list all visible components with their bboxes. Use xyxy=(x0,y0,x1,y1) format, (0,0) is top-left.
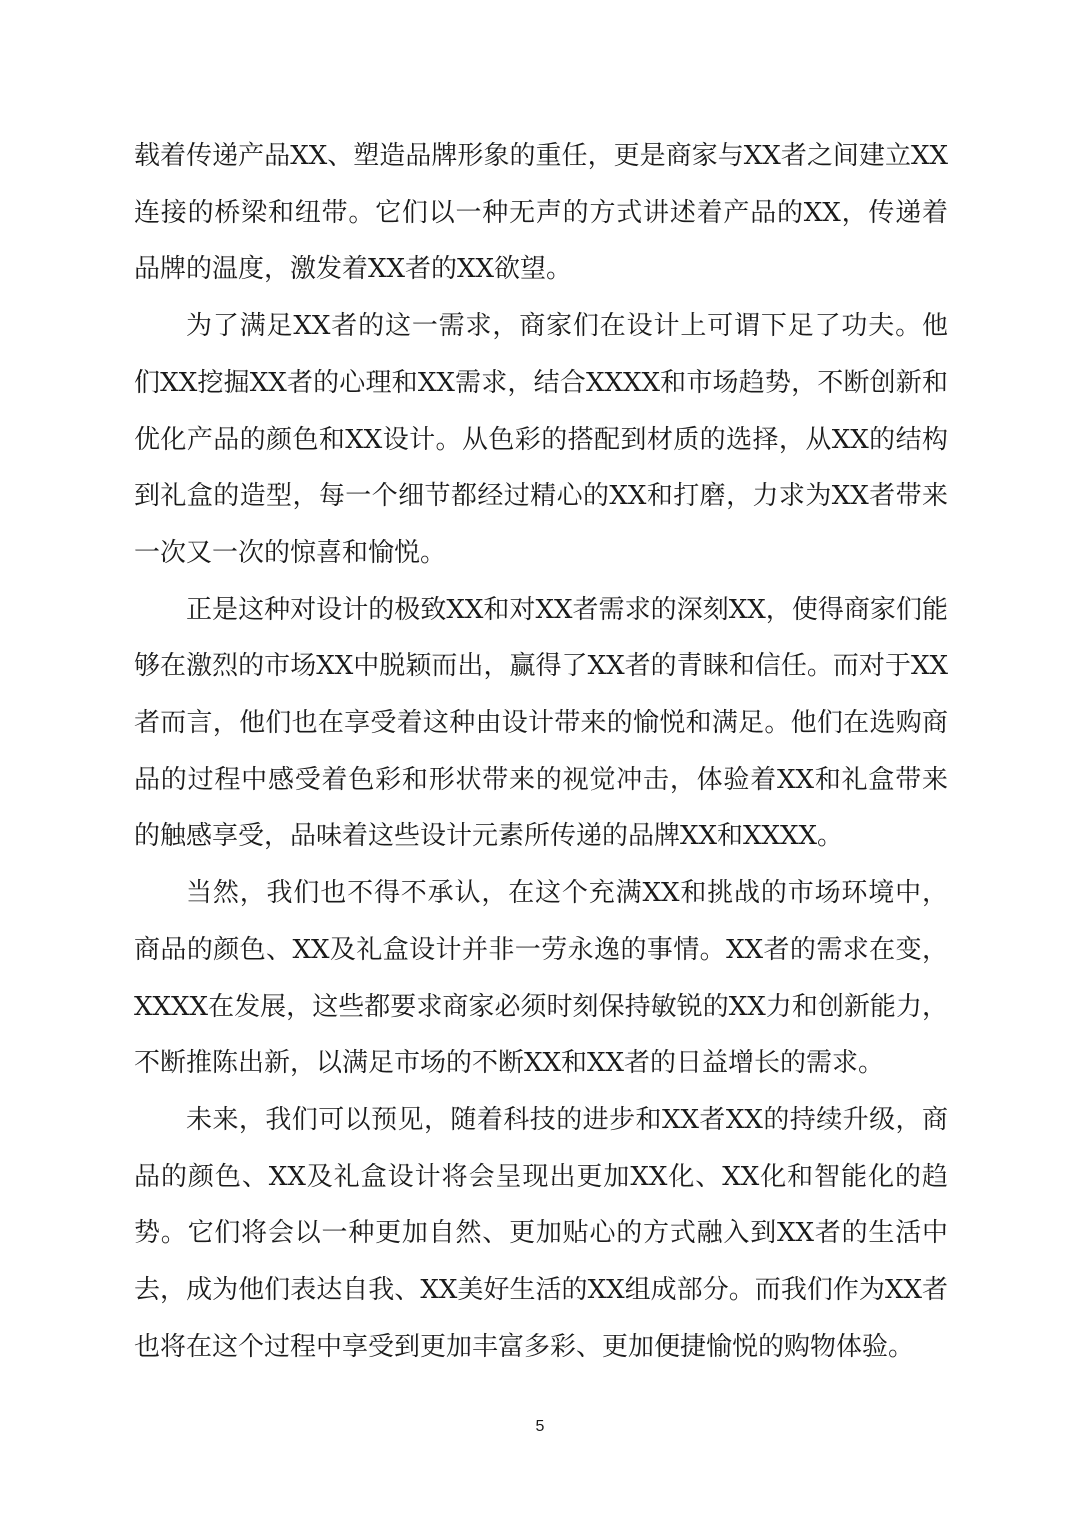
paragraph-future: 未来，我们可以预见，随着科技的进步和XX者XX的持续升级，商品的颜色、XX及礼盒设计将会呈现出更加XX化、XX化和智能化的趋势。它们将会以一种更加自然、更加贴心的方式融入到XX者的生活中去，成为他们表达自我、XX美好生活的XX组成部分。而我们作为XX者也将在这个过程中享受到更加丰富多彩、更加便捷愉悦的购物体验。 xyxy=(134,1104,948,1362)
paragraph-design-effort: 为了满足XX者的这一需求，商家们在设计上可谓下足了功夫。他们XX挖掘XX者的心理和XX需求，结合XXXX和市场趋势，不断创新和优化产品的颜色和XX设计。从色彩的搭配到材质的选择，从XX的结构到礼盒的造型，每一个细节都经过精心的XX和打磨，力求为XX者带来一次又一次的惊喜和愉悦。 xyxy=(134,311,948,568)
paragraph-market-advantage: 正是这种对设计的极致XX和对XX者需求的深刻XX，使得商家们能够在激烈的市场XX中脱颖而出，赢得了XX者的青睐和信任。而对于XX者而言，他们也在享受着这种由设计带来的愉悦和满足。他们在选购商品的过程中感受着色彩和形状带来的视觉冲击，体验着XX和礼盒带来的触感享受，品味着这些设计元素所传递的品牌XX和XXXX。 xyxy=(134,594,948,852)
paragraph-continued: 载着传递产品XX、塑造品牌形象的重任，更是商家与XX者之间建立XX连接的桥梁和纽带。它们以一种无声的方式讲述着产品的XX，传递着品牌的温度，激发着XX者的XX欲望。 xyxy=(134,141,948,285)
paragraph-challenges: 当然，我们也不得不承认，在这个充满XX和挑战的市场环境中，商品的颜色、XX及礼盒设计并非一劳永逸的事情。XX者的需求在变，XXXX在发展，这些都要求商家必须时刻保持敏锐的XX力和创新能力，不断推陈出新，以满足市场的不断XX和XX者的日益增长的需求。 xyxy=(134,878,948,1079)
page-number: 5 xyxy=(535,1418,545,1435)
body-text xyxy=(134,128,948,1375)
